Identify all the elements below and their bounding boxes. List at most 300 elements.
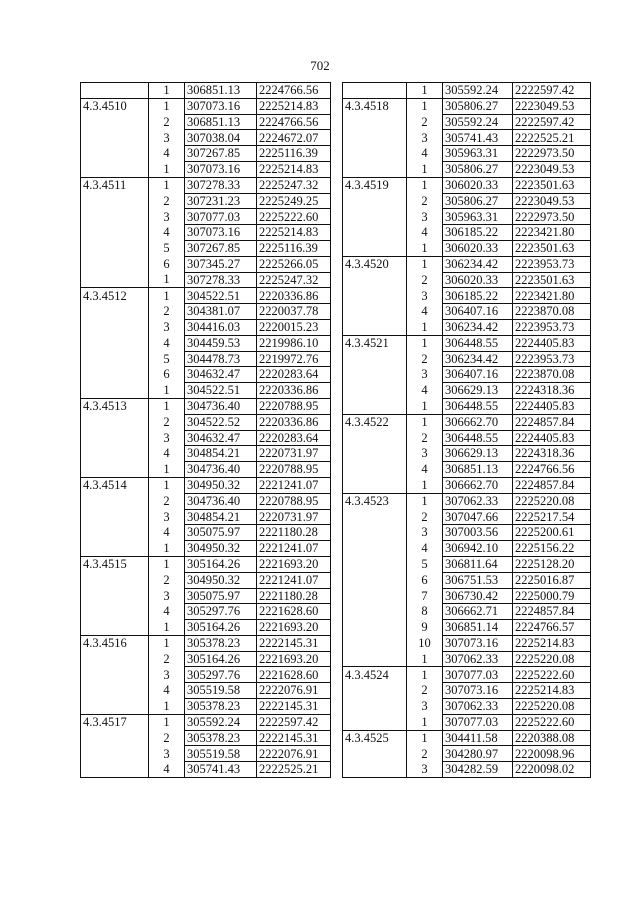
plot-number-cell: 4.3.4525 [343,730,407,746]
table-row [343,509,591,525]
point-number-cell: 3 [407,762,443,778]
coordinates-table-left [80,82,331,778]
y-coordinate-cell: 2225220.08 [513,699,591,715]
point-number-cell: 1 [407,98,443,114]
y-coordinate-cell: 2224857.84 [513,477,591,493]
table-row [81,193,331,209]
y-coordinate-cell: 2220098.02 [513,762,591,778]
y-coordinate-cell: 2224405.83 [513,430,591,446]
plot-number-cell [343,588,407,604]
point-number-cell: 2 [407,509,443,525]
x-coordinate-cell: 305806.27 [443,193,513,209]
y-coordinate-cell: 2222973.50 [513,209,591,225]
table-row [81,177,331,193]
y-coordinate-cell: 2224318.36 [513,383,591,399]
y-coordinate-cell: 2222076.91 [257,746,331,762]
plot-number-cell [343,651,407,667]
coordinates-table-right [342,82,591,778]
point-number-cell: 2 [407,430,443,446]
x-coordinate-cell: 306234.42 [443,351,513,367]
point-number-cell: 3 [149,319,185,335]
point-number-cell: 4 [149,225,185,241]
x-coordinate-cell: 305741.43 [443,130,513,146]
plot-number-cell [81,335,149,351]
point-number-cell: 1 [407,477,443,493]
point-number-cell: 1 [407,493,443,509]
y-coordinate-cell: 2221241.07 [257,572,331,588]
x-coordinate-cell: 307003.56 [443,525,513,541]
plot-number-cell [343,462,407,478]
x-coordinate-cell: 307062.33 [443,493,513,509]
y-coordinate-cell: 2225000.79 [513,588,591,604]
table-row [81,604,331,620]
point-number-cell: 6 [149,256,185,272]
plot-number-cell [81,430,149,446]
x-coordinate-cell: 305075.97 [185,588,257,604]
table-row [343,556,591,572]
y-coordinate-cell: 2225214.83 [257,225,331,241]
plot-number-cell [81,683,149,699]
plot-number-cell [343,83,407,99]
table-row [81,525,331,541]
plot-number-cell [81,240,149,256]
plot-number-cell [343,319,407,335]
point-number-cell: 3 [407,130,443,146]
x-coordinate-cell: 304632.47 [185,430,257,446]
y-coordinate-cell: 2222145.31 [257,635,331,651]
plot-number-cell: 4.3.4513 [81,398,149,414]
point-number-cell: 2 [149,193,185,209]
plot-number-cell [81,525,149,541]
y-coordinate-cell: 2224766.57 [513,620,591,636]
point-number-cell: 1 [149,398,185,414]
y-coordinate-cell: 2224405.83 [513,335,591,351]
table-row [81,462,331,478]
table-row [343,714,591,730]
point-number-cell: 1 [149,288,185,304]
y-coordinate-cell: 2220336.86 [257,414,331,430]
plot-number-cell [81,572,149,588]
x-coordinate-cell: 305297.76 [185,667,257,683]
point-number-cell: 1 [407,177,443,193]
x-coordinate-cell: 304632.47 [185,367,257,383]
table-row [343,240,591,256]
plot-number-cell [343,699,407,715]
y-coordinate-cell: 2223049.53 [513,98,591,114]
table-row [81,714,331,730]
y-coordinate-cell: 2223953.73 [513,351,591,367]
x-coordinate-cell: 306662.71 [443,604,513,620]
plot-number-cell: 4.3.4511 [81,177,149,193]
plot-number-cell [81,588,149,604]
point-number-cell: 6 [149,367,185,383]
y-coordinate-cell: 2220336.86 [257,383,331,399]
x-coordinate-cell: 304950.32 [185,541,257,557]
x-coordinate-cell: 306629.13 [443,446,513,462]
point-number-cell: 1 [407,240,443,256]
y-coordinate-cell: 2223501.63 [513,177,591,193]
table-row [81,541,331,557]
point-number-cell: 2 [149,414,185,430]
point-number-cell: 1 [407,667,443,683]
table-row [343,398,591,414]
y-coordinate-cell: 2222145.31 [257,730,331,746]
plot-number-cell [81,161,149,177]
table-row [81,572,331,588]
plot-number-cell [343,746,407,762]
point-number-cell: 1 [149,620,185,636]
y-coordinate-cell: 2221693.20 [257,651,331,667]
point-number-cell: 1 [149,714,185,730]
x-coordinate-cell: 306234.42 [443,256,513,272]
table-row [81,256,331,272]
x-coordinate-cell: 304854.21 [185,446,257,462]
table-row [343,620,591,636]
y-coordinate-cell: 2225266.05 [257,256,331,272]
table-row [81,635,331,651]
x-coordinate-cell: 305378.23 [185,635,257,651]
point-number-cell: 3 [149,588,185,604]
y-coordinate-cell: 2224766.56 [257,83,331,99]
y-coordinate-cell: 2223421.80 [513,288,591,304]
x-coordinate-cell: 305963.31 [443,209,513,225]
y-coordinate-cell: 2222525.21 [513,130,591,146]
plot-number-cell [343,525,407,541]
plot-number-cell [81,604,149,620]
table-row [343,430,591,446]
plot-number-cell [343,351,407,367]
y-coordinate-cell: 2224766.56 [257,114,331,130]
table-row [343,635,591,651]
plot-number-cell [343,288,407,304]
plot-number-cell [81,667,149,683]
point-number-cell: 3 [149,130,185,146]
plot-number-cell [343,446,407,462]
table-row [343,288,591,304]
x-coordinate-cell: 305378.23 [185,730,257,746]
table-row [81,319,331,335]
x-coordinate-cell: 306851.13 [185,83,257,99]
point-number-cell: 4 [407,225,443,241]
table-row [81,114,331,130]
plot-number-cell [81,383,149,399]
x-coordinate-cell: 305164.26 [185,651,257,667]
plot-number-cell [343,541,407,557]
point-number-cell: 3 [407,446,443,462]
x-coordinate-cell: 306851.13 [443,462,513,478]
y-coordinate-cell: 2225247.32 [257,272,331,288]
plot-number-cell [81,146,149,162]
point-number-cell: 3 [407,209,443,225]
table-row [81,556,331,572]
x-coordinate-cell: 307073.16 [185,225,257,241]
y-coordinate-cell: 2224672.07 [257,130,331,146]
table-row [343,304,591,320]
y-coordinate-cell: 2220788.95 [257,398,331,414]
y-coordinate-cell: 2225222.60 [513,714,591,730]
table-row [81,762,331,778]
plot-number-cell [81,351,149,367]
y-coordinate-cell: 2221180.28 [257,588,331,604]
table-row [343,351,591,367]
y-coordinate-cell: 2225247.32 [257,177,331,193]
table-row [343,383,591,399]
table-row [343,146,591,162]
point-number-cell: 4 [149,683,185,699]
point-number-cell: 1 [407,83,443,99]
point-number-cell: 7 [407,588,443,604]
plot-number-cell [343,556,407,572]
plot-number-cell [81,730,149,746]
table-row [343,651,591,667]
y-coordinate-cell: 2221628.60 [257,604,331,620]
plot-number-cell: 4.3.4510 [81,98,149,114]
plot-number-cell [343,477,407,493]
plot-number-cell [81,367,149,383]
y-coordinate-cell: 2220788.95 [257,493,331,509]
x-coordinate-cell: 305075.97 [185,525,257,541]
point-number-cell: 1 [149,635,185,651]
point-number-cell: 2 [149,114,185,130]
point-number-cell: 2 [149,651,185,667]
x-coordinate-cell: 304522.51 [185,383,257,399]
point-number-cell: 4 [149,762,185,778]
y-coordinate-cell: 2220388.08 [513,730,591,746]
plot-number-cell [81,509,149,525]
table-row [81,288,331,304]
plot-number-cell [81,762,149,778]
y-coordinate-cell: 2222597.42 [257,714,331,730]
table-row [343,667,591,683]
x-coordinate-cell: 305378.23 [185,699,257,715]
plot-number-cell [81,699,149,715]
x-coordinate-cell: 304736.40 [185,462,257,478]
y-coordinate-cell: 2219986.10 [257,335,331,351]
x-coordinate-cell: 304950.32 [185,477,257,493]
point-number-cell: 2 [407,683,443,699]
point-number-cell: 8 [407,604,443,620]
plot-number-cell: 4.3.4519 [343,177,407,193]
x-coordinate-cell: 304280.97 [443,746,513,762]
table-row [81,367,331,383]
plot-number-cell [81,304,149,320]
table-row [81,699,331,715]
point-number-cell: 3 [407,525,443,541]
point-number-cell: 2 [407,114,443,130]
x-coordinate-cell: 304736.40 [185,398,257,414]
x-coordinate-cell: 306942.10 [443,541,513,557]
y-coordinate-cell: 2223870.08 [513,367,591,383]
x-coordinate-cell: 305592.24 [443,114,513,130]
plot-number-cell [81,114,149,130]
plot-number-cell [343,509,407,525]
plot-number-cell: 4.3.4515 [81,556,149,572]
point-number-cell: 4 [149,335,185,351]
x-coordinate-cell: 307062.33 [443,699,513,715]
x-coordinate-cell: 306448.55 [443,335,513,351]
x-coordinate-cell: 307345.27 [185,256,257,272]
plot-number-cell [81,651,149,667]
point-number-cell: 9 [407,620,443,636]
point-number-cell: 4 [407,462,443,478]
point-number-cell: 2 [149,572,185,588]
x-coordinate-cell: 306730.42 [443,588,513,604]
x-coordinate-cell: 307267.85 [185,146,257,162]
table-row [81,493,331,509]
x-coordinate-cell: 307267.85 [185,240,257,256]
plot-number-cell [343,714,407,730]
y-coordinate-cell: 2225016.87 [513,572,591,588]
table-row [343,462,591,478]
y-coordinate-cell: 2221693.20 [257,620,331,636]
point-number-cell: 1 [149,83,185,99]
table-row [343,272,591,288]
y-coordinate-cell: 2220015.23 [257,319,331,335]
plot-number-cell [343,304,407,320]
point-number-cell: 4 [149,146,185,162]
table-row [343,130,591,146]
y-coordinate-cell: 2225116.39 [257,240,331,256]
y-coordinate-cell: 2220731.97 [257,509,331,525]
x-coordinate-cell: 305592.24 [443,83,513,99]
table-row [81,225,331,241]
x-coordinate-cell: 306020.33 [443,240,513,256]
point-number-cell: 4 [149,446,185,462]
point-number-cell: 4 [407,146,443,162]
y-coordinate-cell: 2224318.36 [513,446,591,462]
point-number-cell: 1 [407,714,443,730]
table-row [81,351,331,367]
point-number-cell: 2 [407,351,443,367]
y-coordinate-cell: 2225214.83 [513,635,591,651]
x-coordinate-cell: 306751.53 [443,572,513,588]
point-number-cell: 3 [149,430,185,446]
point-number-cell: 4 [149,525,185,541]
plot-number-cell [81,462,149,478]
x-coordinate-cell: 306662.70 [443,477,513,493]
table-row [81,730,331,746]
point-number-cell: 3 [149,746,185,762]
x-coordinate-cell: 305164.26 [185,556,257,572]
table-row [343,98,591,114]
y-coordinate-cell: 2223953.73 [513,319,591,335]
table-row [81,98,331,114]
table-row [343,256,591,272]
table-row [81,509,331,525]
table-row [81,430,331,446]
table-row [343,604,591,620]
y-coordinate-cell: 2222525.21 [257,762,331,778]
y-coordinate-cell: 2225220.08 [513,651,591,667]
point-number-cell: 1 [407,335,443,351]
x-coordinate-cell: 304411.58 [443,730,513,746]
x-coordinate-cell: 305741.43 [185,762,257,778]
y-coordinate-cell: 2223049.53 [513,193,591,209]
table-row [343,225,591,241]
x-coordinate-cell: 304854.21 [185,509,257,525]
y-coordinate-cell: 2224857.84 [513,414,591,430]
point-number-cell: 6 [407,572,443,588]
plot-number-cell [81,209,149,225]
table-row [343,177,591,193]
plot-number-cell [81,319,149,335]
x-coordinate-cell: 305519.58 [185,746,257,762]
point-number-cell: 1 [149,161,185,177]
plot-number-cell [343,367,407,383]
point-number-cell: 3 [407,367,443,383]
x-coordinate-cell: 304522.52 [185,414,257,430]
table-row [343,525,591,541]
x-coordinate-cell: 307231.23 [185,193,257,209]
point-number-cell: 2 [149,730,185,746]
y-coordinate-cell: 2219972.76 [257,351,331,367]
y-coordinate-cell: 2223501.63 [513,272,591,288]
plot-number-cell [343,635,407,651]
point-number-cell: 1 [149,477,185,493]
table-row [81,667,331,683]
plot-number-cell [81,83,149,99]
point-number-cell: 5 [407,556,443,572]
point-number-cell: 1 [407,398,443,414]
plot-number-cell [81,446,149,462]
x-coordinate-cell: 305297.76 [185,604,257,620]
table-row [343,588,591,604]
point-number-cell: 2 [149,493,185,509]
plot-number-cell [343,572,407,588]
y-coordinate-cell: 2225116.39 [257,146,331,162]
table-row [81,209,331,225]
point-number-cell: 5 [149,240,185,256]
table-row [81,414,331,430]
y-coordinate-cell: 2221693.20 [257,556,331,572]
plot-number-cell [343,272,407,288]
plot-number-cell [81,130,149,146]
plot-number-cell [81,256,149,272]
table-row [81,383,331,399]
table-row [343,446,591,462]
x-coordinate-cell: 307077.03 [443,667,513,683]
x-coordinate-cell: 304478.73 [185,351,257,367]
table-row [81,240,331,256]
x-coordinate-cell: 307077.03 [443,714,513,730]
point-number-cell: 2 [407,746,443,762]
table-row [81,83,331,99]
plot-number-cell [343,193,407,209]
point-number-cell: 4 [407,304,443,320]
y-coordinate-cell: 2221180.28 [257,525,331,541]
x-coordinate-cell: 304736.40 [185,493,257,509]
y-coordinate-cell: 2224405.83 [513,398,591,414]
plot-number-cell [343,762,407,778]
plot-number-cell [81,272,149,288]
x-coordinate-cell: 305806.27 [443,161,513,177]
plot-number-cell [81,414,149,430]
y-coordinate-cell: 2222597.42 [513,114,591,130]
point-number-cell: 3 [149,209,185,225]
table-row [81,272,331,288]
y-coordinate-cell: 2223049.53 [513,161,591,177]
plot-number-cell [343,604,407,620]
point-number-cell: 1 [149,541,185,557]
point-number-cell: 3 [149,509,185,525]
table-row [343,335,591,351]
plot-number-cell [343,383,407,399]
plot-number-cell: 4.3.4514 [81,477,149,493]
x-coordinate-cell: 307073.16 [443,683,513,699]
point-number-cell: 1 [407,161,443,177]
table-row [81,746,331,762]
table-row [81,588,331,604]
